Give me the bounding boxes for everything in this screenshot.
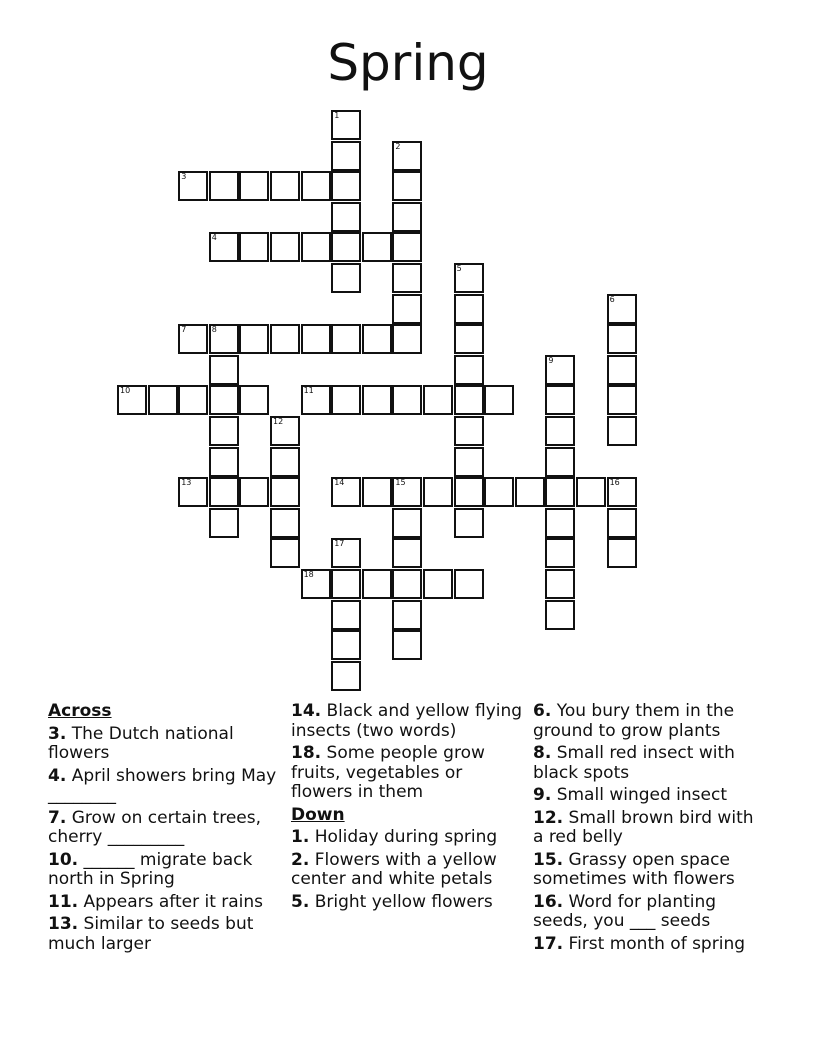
across-clue xyxy=(48,725,280,764)
clue-text: Small winged insect xyxy=(551,785,727,805)
clue-number-label: 16. xyxy=(533,891,564,912)
down-clue xyxy=(533,893,765,932)
clue-number-label: 7. xyxy=(48,807,67,828)
across-clue xyxy=(48,893,280,913)
clue-text: Grassy open space sometimes with flowers xyxy=(533,849,735,889)
grid-cell[interactable] xyxy=(362,569,392,599)
grid-cell[interactable] xyxy=(392,600,422,630)
grid-cell[interactable] xyxy=(178,171,208,201)
clues-column-3 xyxy=(533,702,765,957)
grid-cell[interactable] xyxy=(270,416,300,446)
down-clue xyxy=(533,809,765,848)
grid-cell[interactable] xyxy=(270,324,300,354)
grid-cell[interactable] xyxy=(209,171,239,201)
grid-cell[interactable] xyxy=(362,232,392,262)
grid-cell[interactable] xyxy=(423,477,453,507)
grid-cell[interactable] xyxy=(239,171,269,201)
clue-number: 3 xyxy=(181,172,187,182)
across-clue-list xyxy=(48,725,280,955)
grid-cell[interactable] xyxy=(209,232,239,262)
grid-cell[interactable] xyxy=(270,538,300,568)
clue-number-label: 3. xyxy=(48,723,67,744)
grid-cell[interactable] xyxy=(331,171,361,201)
clue-text: Word for planting seeds, you ___ seeds xyxy=(533,891,717,931)
down-clue xyxy=(291,828,523,848)
grid-cell[interactable] xyxy=(239,385,269,415)
grid-cell[interactable] xyxy=(331,232,361,262)
grid-cell[interactable] xyxy=(209,385,239,415)
clue-number: 1 xyxy=(334,111,340,120)
grid-cell[interactable] xyxy=(331,569,361,599)
grid-cell[interactable] xyxy=(331,600,361,630)
across-clue xyxy=(48,851,280,890)
grid-cell[interactable] xyxy=(178,385,208,415)
clue-number: 17 xyxy=(334,539,345,549)
down-clue xyxy=(291,893,523,913)
clue-number-label: 4. xyxy=(48,765,67,786)
grid-cell[interactable] xyxy=(209,416,239,446)
grid-cell[interactable] xyxy=(178,477,208,507)
grid-cell[interactable] xyxy=(209,477,239,507)
grid-cell[interactable] xyxy=(392,324,422,354)
grid-cell[interactable] xyxy=(270,508,300,538)
grid-cell[interactable] xyxy=(270,171,300,201)
grid-cell[interactable] xyxy=(607,508,637,538)
clue-number-label: 14. xyxy=(291,701,322,721)
grid-cell[interactable] xyxy=(545,447,575,477)
clue-text: Grow on certain trees, cherry _________ xyxy=(48,807,262,847)
grid-cell[interactable] xyxy=(331,202,361,232)
clue-text: Similar to seeds but much larger xyxy=(48,914,254,954)
clue-number: 2 xyxy=(395,141,401,151)
clue-text: Holiday during spring xyxy=(309,827,498,847)
clue-text: Bright yellow flowers xyxy=(309,891,493,912)
clues-column-1 xyxy=(48,702,280,957)
grid-cell[interactable] xyxy=(576,477,606,507)
clue-text: Flowers with a yellow center and white petals xyxy=(291,849,497,889)
grid-cell[interactable] xyxy=(209,508,239,538)
clue-number: 15 xyxy=(395,478,406,488)
grid-cell[interactable] xyxy=(209,447,239,477)
clue-text: First month of spring xyxy=(563,933,746,954)
clue-number-label: 11. xyxy=(48,891,79,912)
clue-number: 18 xyxy=(303,570,314,579)
grid-cell[interactable] xyxy=(607,385,637,415)
grid-cell[interactable] xyxy=(454,355,484,385)
down-clue xyxy=(533,935,765,955)
clue-number-label: 9. xyxy=(533,785,552,805)
grid-cell[interactable] xyxy=(148,385,178,415)
clue-number: 16 xyxy=(609,478,620,488)
clue-number-label: 6. xyxy=(533,701,552,721)
down-clue xyxy=(533,702,765,741)
clue-text: Appears after it rains xyxy=(78,891,264,912)
grid-cell[interactable] xyxy=(545,569,575,599)
down-clue xyxy=(533,851,765,890)
grid-cell[interactable] xyxy=(545,477,575,507)
grid-cell[interactable] xyxy=(209,355,239,385)
grid-cell[interactable] xyxy=(239,232,269,262)
grid-cell[interactable] xyxy=(392,508,422,538)
grid-cell[interactable] xyxy=(239,477,269,507)
grid-cell[interactable] xyxy=(392,263,422,293)
across-clue xyxy=(48,915,280,954)
across-heading: Across xyxy=(48,701,112,721)
down-clue-list xyxy=(291,828,523,912)
clue-text: Small red insect with black spots xyxy=(533,743,735,783)
down-clue-list-continued xyxy=(533,702,765,954)
across-clue xyxy=(48,809,280,848)
grid-cell[interactable] xyxy=(545,355,575,385)
grid-cell[interactable] xyxy=(392,477,422,507)
grid-cell[interactable] xyxy=(454,569,484,599)
clue-text: ______ migrate back north in Spring xyxy=(48,849,253,889)
grid-cell[interactable] xyxy=(607,355,637,385)
clue-number: 4 xyxy=(211,233,217,243)
grid-cell[interactable] xyxy=(331,110,361,140)
grid-cell[interactable] xyxy=(362,324,392,354)
clue-number-label: 1. xyxy=(291,827,310,847)
grid-cell[interactable] xyxy=(270,232,300,262)
clue-number-label: 12. xyxy=(533,807,564,828)
clue-text: Some people grow fruits, vegetables or flowers in them xyxy=(291,743,485,802)
clue-number: 7 xyxy=(181,325,187,335)
grid-cell[interactable] xyxy=(301,171,331,201)
clue-number-label: 10. xyxy=(48,849,79,870)
puzzle-title: Spring xyxy=(327,34,489,92)
grid-cell[interactable] xyxy=(392,141,422,171)
clue-number-label: 17. xyxy=(533,933,564,954)
down-clue xyxy=(291,851,523,890)
across-clue-list-continued xyxy=(291,702,523,803)
grid-cell[interactable] xyxy=(423,569,453,599)
clue-number: 13 xyxy=(181,478,192,488)
clue-number-label: 5. xyxy=(291,891,310,912)
grid-cell[interactable] xyxy=(454,508,484,538)
grid-cell[interactable] xyxy=(607,324,637,354)
across-clue xyxy=(291,744,523,803)
down-heading: Down xyxy=(291,804,345,825)
across-clue xyxy=(291,702,523,741)
grid-cell[interactable] xyxy=(392,569,422,599)
grid-cell[interactable] xyxy=(545,508,575,538)
clue-text: April showers bring May ________ xyxy=(48,765,277,805)
grid-cell[interactable] xyxy=(301,324,331,354)
grid-cell[interactable] xyxy=(178,324,208,354)
grid-cell[interactable] xyxy=(301,385,331,415)
grid-cell[interactable] xyxy=(301,232,331,262)
down-clue xyxy=(533,744,765,783)
clue-number-label: 18. xyxy=(291,743,322,763)
across-clue xyxy=(48,767,280,806)
grid-cell[interactable] xyxy=(392,202,422,232)
clue-number: 6 xyxy=(609,294,615,304)
grid-cell[interactable] xyxy=(454,294,484,324)
clue-text: The Dutch national flowers xyxy=(48,723,234,763)
clue-number: 10 xyxy=(120,386,131,396)
grid-cell[interactable] xyxy=(423,385,453,415)
grid-cell[interactable] xyxy=(607,538,637,568)
grid-cell[interactable] xyxy=(331,263,361,293)
grid-cell[interactable] xyxy=(454,416,484,446)
grid-cell[interactable] xyxy=(331,477,361,507)
clues-column-2 xyxy=(291,702,523,915)
clue-number-label: 2. xyxy=(291,849,310,870)
grid-cell[interactable] xyxy=(454,385,484,415)
grid-cell[interactable] xyxy=(331,141,361,171)
clue-number: 8 xyxy=(211,325,217,335)
down-clue xyxy=(533,786,765,806)
clue-number: 12 xyxy=(273,417,284,426)
clue-number-label: 8. xyxy=(533,743,552,763)
grid-cell[interactable] xyxy=(239,324,269,354)
grid-cell[interactable] xyxy=(331,385,361,415)
grid-cell[interactable] xyxy=(392,385,422,415)
grid-cell[interactable] xyxy=(117,385,147,415)
grid-cell[interactable] xyxy=(454,447,484,477)
grid-cell[interactable] xyxy=(454,263,484,293)
grid-cell[interactable] xyxy=(392,538,422,568)
grid-cell[interactable] xyxy=(392,630,422,660)
grid-cell[interactable] xyxy=(331,324,361,354)
grid-cell[interactable] xyxy=(362,477,392,507)
grid-cell[interactable] xyxy=(331,661,361,691)
grid-cell[interactable] xyxy=(392,232,422,262)
grid-cell[interactable] xyxy=(484,385,514,415)
grid-cell[interactable] xyxy=(331,538,361,568)
clue-text: Black and yellow flying insects (two words) xyxy=(291,701,523,741)
grid-cell[interactable] xyxy=(301,569,331,599)
grid-cell[interactable] xyxy=(607,416,637,446)
clue-number-label: 15. xyxy=(533,849,564,870)
grid-cell[interactable] xyxy=(392,171,422,201)
grid-cell[interactable] xyxy=(454,477,484,507)
grid-cell[interactable] xyxy=(484,477,514,507)
grid-cell[interactable] xyxy=(362,385,392,415)
grid-cell[interactable] xyxy=(515,477,545,507)
clue-text: You bury them in the ground to grow plants xyxy=(533,701,735,741)
grid-cell[interactable] xyxy=(607,294,637,324)
grid-cell[interactable] xyxy=(545,416,575,446)
grid-cell[interactable] xyxy=(545,600,575,630)
grid-cell[interactable] xyxy=(454,324,484,354)
grid-cell[interactable] xyxy=(545,538,575,568)
grid-cell[interactable] xyxy=(209,324,239,354)
clue-number: 9 xyxy=(548,355,554,365)
grid-cell[interactable] xyxy=(607,477,637,507)
grid-cell[interactable] xyxy=(392,294,422,324)
clue-number: 11 xyxy=(303,386,314,396)
clue-number: 14 xyxy=(334,478,345,488)
clue-number: 5 xyxy=(456,264,462,273)
grid-cell[interactable] xyxy=(545,385,575,415)
clue-number-label: 13. xyxy=(48,914,79,934)
grid-cell[interactable] xyxy=(270,477,300,507)
clue-text: Small brown bird with a red belly xyxy=(533,807,754,847)
grid-cell[interactable] xyxy=(331,630,361,660)
grid-cell[interactable] xyxy=(270,447,300,477)
